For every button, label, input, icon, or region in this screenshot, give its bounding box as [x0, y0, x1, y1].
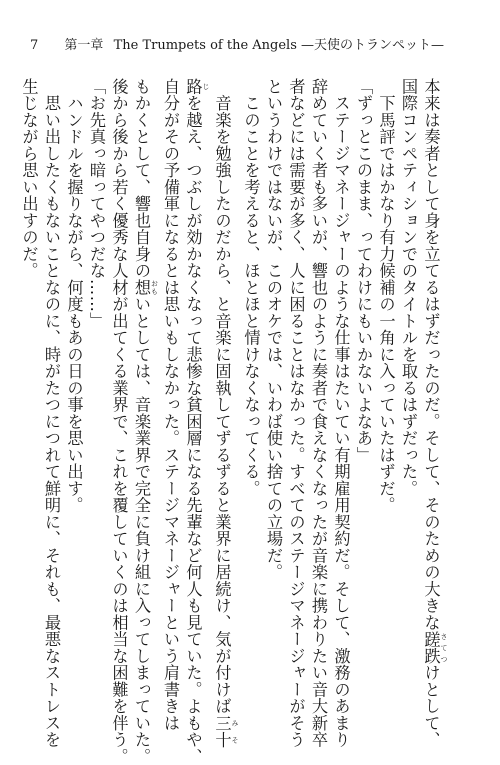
text-line-12: 自分がその予備軍になるとは思いもしなかった。ステージマネージャーという肩書きは — [161, 78, 180, 732]
text-line-6: 辞めていく者も多いが、響也のように奏者で食えなくなったが音楽に携わりたい音大新卒 — [309, 78, 328, 748]
chapter-title-english: The Trumpets of the Angels — [113, 38, 297, 53]
text-line-4: 「ずっとこのまま、ってわけにもいかないよなあ」 — [354, 78, 373, 464]
chapter-subtitle-japanese: —天使のトランペット— — [301, 38, 445, 53]
text-line-7: 者などには需要が多く、人に困ることはなかった。すべてのステージマネージャーがそう — [286, 78, 306, 748]
text-line-16: ハンドルを握りながら、何度もあの日の事を思い出す。 — [64, 78, 84, 514]
text-line-9: このことを考えると、ほとほと情けなくなってくる。 — [241, 78, 261, 497]
page-number: 7 — [30, 38, 39, 53]
text-line-11: 路 じを越え、つぶしが効かなくなって悲惨な貧困層になる先輩など何人も見ていた。よもや、 — [183, 78, 210, 765]
text-line-15: 「お先真っ暗ってやつだな……」 — [87, 78, 106, 330]
text-line-18: 生じながら思い出すのだ。 — [19, 78, 39, 279]
line-11-rest: を越え、つぶしが効かなくなって悲惨な貧困層になる先輩など何人も見ていた。よもや、 — [183, 94, 203, 765]
text-line-1: 本来は奏者として身を立てるはずだったのだ。そして、そのための大きな蹉跌 さてつけとして、 — [421, 78, 448, 748]
text-line-2: 国際コンペティションでのタイトルを取るはずだった。 — [399, 78, 418, 497]
vertical-body-text — [19, 78, 448, 765]
text-line-10: 音楽を勉強したのだから、と音楽に固執してずるずると業界に居続け、気が付けば三十 みそ — [212, 78, 239, 748]
text-line-13: もかくとして、響也自身の想 おもいとしては、音楽業界で完全に負け組に入ってしまっていた。 — [132, 78, 159, 765]
text-line-17: 思い出したくもないことなのに、時がたつにつれて鮮明に、それも、最悪なストレスを — [42, 78, 61, 748]
running-header — [30, 36, 470, 56]
chapter-label: 第一章 — [64, 38, 104, 53]
text-line-14: 後から後から若く優秀な人材が出てくる業界で、これを覆していくのは相当な困難を伴う。 — [109, 78, 129, 765]
text-line-3: 下馬評ではかなり有力候補の一角に入っていたはずだ。 — [376, 78, 396, 514]
text-line-8: というわけではないが、このオケでは、いわば使い捨ての立場だ。 — [264, 78, 283, 581]
text-line-5: ステージマネージャーのような仕事はたいてい有期雇用契約だ。そして、激務のあまり — [331, 78, 351, 748]
